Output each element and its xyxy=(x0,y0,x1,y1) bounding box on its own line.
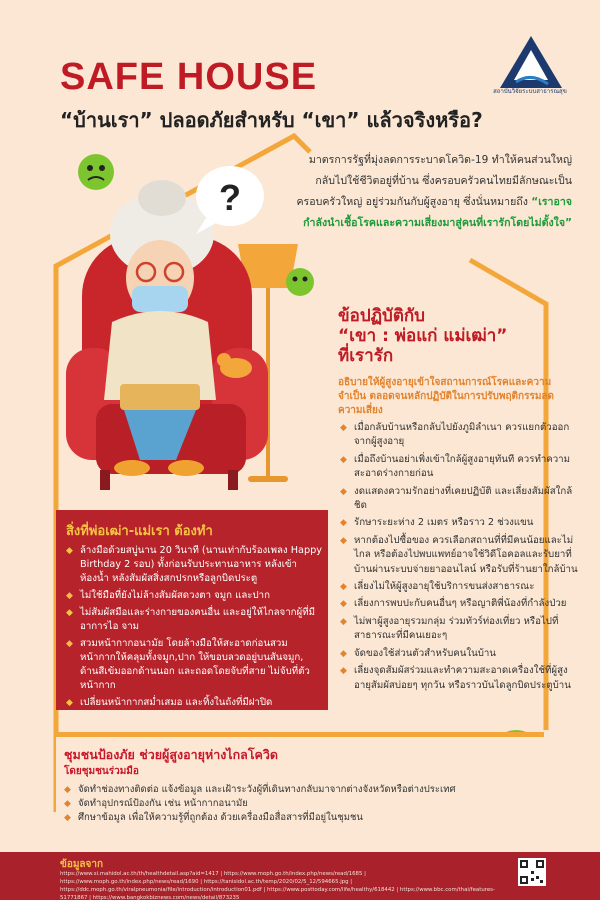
institute-logo-text: สถาบันวิจัยระบบสาธารณสุข xyxy=(493,88,567,95)
list-item: ◆ ไม่พาผู้สูงอายุรวมกลุ่ม ร่วมทัวร์ท่องเที่ยว หรือไปที่สาธารณะที่มีคนเยอะๆ xyxy=(340,615,582,644)
question-mark: ? xyxy=(219,177,241,218)
list-item: ◆ จัดทำช่องทางติดต่อ แจ้งข้อมูล และเฝ้าระวังผู้ที่เดินทางกลับมาจากต่างจังหวัดหรือต่างประเทศ xyxy=(64,783,484,797)
qr-code-icon[interactable] xyxy=(518,858,546,886)
list-item: ◆ สวมหน้ากากอนามัย โดยล้างมือให้สะอาดก่อนสวม หน้ากากให้คลุมทั้งจมูก,ปาก ให้ขอบลวดอยู่บนสันจมูก, ด้านสีเข้มออกด้านนอก และถอดโดยจับที่สาย ไม่จับที่ตัวหน้ากาก xyxy=(66,637,324,693)
question-bubble-icon xyxy=(196,166,264,234)
footer-label: ข้อมูลจาก xyxy=(60,859,104,870)
virus-icon-top-left xyxy=(78,154,114,190)
list-item: ◆ งดแสดงความรักอย่างที่เคยปฏิบัติ และเลี่ยงสัมผัสใกล้ชิด xyxy=(340,485,582,514)
page-subtitle: “บ้านเรา” ปลอดภัยสำหรับ “เขา” แล้วจริงหรือ? xyxy=(60,108,483,132)
list-item: ◆ จัดของใช้ส่วนตัวสำหรับคนในบ้าน xyxy=(340,647,582,661)
rules-intro: อธิบายให้ผู้สูงอายุเข้าใจสถานการณ์โรคและความจำเป็น ตลอดจนหลักปฏิบัติในการปรับพฤติกรรมลดความเสี่ยง xyxy=(338,377,555,416)
community-title: ชุมชนป้องภัย ช่วยผู้สูงอายุห่างไกลโควิด xyxy=(64,747,279,762)
list-item: ◆ ล้างมือด้วยสบู่นาน 20 วินาที (นานเท่ากับร้องเพลง Happy Birthday 2 รอบ) ทั้งก่อนรับประทานอาหาร หลังเข้าห้องน้ำ หลังสัมผัสสิ่งสกปรกหรือลูกบิดประตู xyxy=(66,544,324,586)
list-item: ◆ เลี่ยงการพบปะกับคนอื่นๆ หรือญาติพี่น้องที่กำลังป่วย xyxy=(340,597,582,611)
list-item: ◆ เลี่ยงไม่ให้ผู้สูงอายุใช้บริการขนส่งสาธารณะ xyxy=(340,580,582,594)
face-mask-icon xyxy=(132,286,188,312)
parents-title: สิ่งที่พ่อเฒ่า-แม่เรา ต้องทำ xyxy=(66,524,213,539)
intro-text: มาตรการรัฐที่มุ่งลดการระบาดโควิด-19 ทำให้คนส่วนใหญ่กลับไปใช้ชีวิตอยู่ที่บ้าน ซึ่งครอบครัวคนไทยมีลักษณะเป็นครอบครัวใหญ่ อยู่ร่วมกันกับผู้สูงอายุ ซึ่งนั่นหมายถึง xyxy=(296,154,572,208)
virus-icon-middle xyxy=(286,268,314,296)
intro-paragraph xyxy=(292,150,572,234)
rules-title-line3: ที่เรารัก xyxy=(338,346,394,366)
list-item: ◆ จัดทำอุปกรณ์ป้องกัน เช่น หน้ากากอนามัย xyxy=(64,797,484,811)
rules-title-line1: ข้อปฏิบัติกับ xyxy=(338,306,425,326)
rules-title xyxy=(338,306,578,366)
rules-title-line2: “เขา : พ่อแก่ แม่เฒ่า” xyxy=(338,326,508,346)
page-title: SAFE HOUSE xyxy=(60,56,318,98)
list-item: ◆ ไม่สัมผัสมือและร่างกายของคนอื่น และอยู่ให้ไกลจากผู้ที่มีอาการไอ จาม xyxy=(66,606,324,634)
community-subtitle: โดยชุมชนร่วมมือ xyxy=(64,766,139,777)
footer xyxy=(0,852,600,900)
list-item: ◆ เมื่อกลับบ้านหรือกลับไปยังภูมิลำเนา ควรแยกตัวออกจากผู้สูงอายุ xyxy=(340,421,582,450)
list-item: ◆ รักษาระยะห่าง 2 เมตร หรือราว 2 ช่วงแขน xyxy=(340,516,582,530)
list-item: ◆ เมื่อถึงบ้านอย่าเพิ่งเข้าใกล้ผู้สูงอายุทันที ควรทำความสะอาดร่างกายก่อน xyxy=(340,453,582,482)
footer-references: https://www.si.mahidol.ac.th/th/healthdetail.asp?aid=1417 | https://www.moph.go.th/index.php/news/read/1685 | https://www.moph.go.th/index.php/news/read/1690 | https://tanisidol.ac.th/temp/2020/02/5_12/594665.jpg | https://ddc.moph.go.th/viralpneumonia/file/introduction/introduction01.pdf | https://www.posttoday.com/life/healthy/618442 | https://www.bbc.com/thai/features-51771867 | https://www.bangkokbiznews.com/news/detail/873235 xyxy=(60,871,495,900)
community-list xyxy=(64,783,484,825)
list-item: ◆ ไม่ใช้มือที่ยังไม่ล้างสัมผัสดวงตา จมูก และปาก xyxy=(66,589,324,603)
list-item: ◆ เปลี่ยนหน้ากากสม่ำเสมอ และทิ้งในถังที่มีฝาปิด xyxy=(66,696,324,710)
list-item: ◆ เลี่ยงจุดสัมผัสร่วมและทำความสะอาดเครื่องใช้ที่ผู้สูงอายุสัมผัสบ่อยๆ ทุกวัน หรือราวบันไดลูกบิดประตูบ้าน xyxy=(340,664,582,693)
intro-quote: “เราอาจกำลังนำเชื้อโรคและความเสี่ยงมาสู่คนที่เรารักโดยไม่ตั้งใจ” xyxy=(303,196,572,229)
community-box xyxy=(56,732,544,833)
parents-list xyxy=(66,544,324,713)
list-item: ◆ หากต้องไปซื้อของ ควรเลือกสถานที่ที่มีคนน้อยและไม่ไกล หรือต้องไปพบแพทย์อาจใช้วิดีโอคอลและรับยาที่บ้านผ่านระบบจ่ายยาออนไลน์ หรือรับที่ร้านยาใกล้บ้าน xyxy=(340,534,582,577)
parents-box xyxy=(56,510,328,710)
book-icon xyxy=(120,384,200,410)
list-item: ◆ ศึกษาข้อมูล เพื่อให้ความรู้ที่ถูกต้อง ด้วยเครื่องมือสื่อสารที่มีอยู่ในชุมชน xyxy=(64,811,484,825)
rules-list xyxy=(340,421,582,696)
